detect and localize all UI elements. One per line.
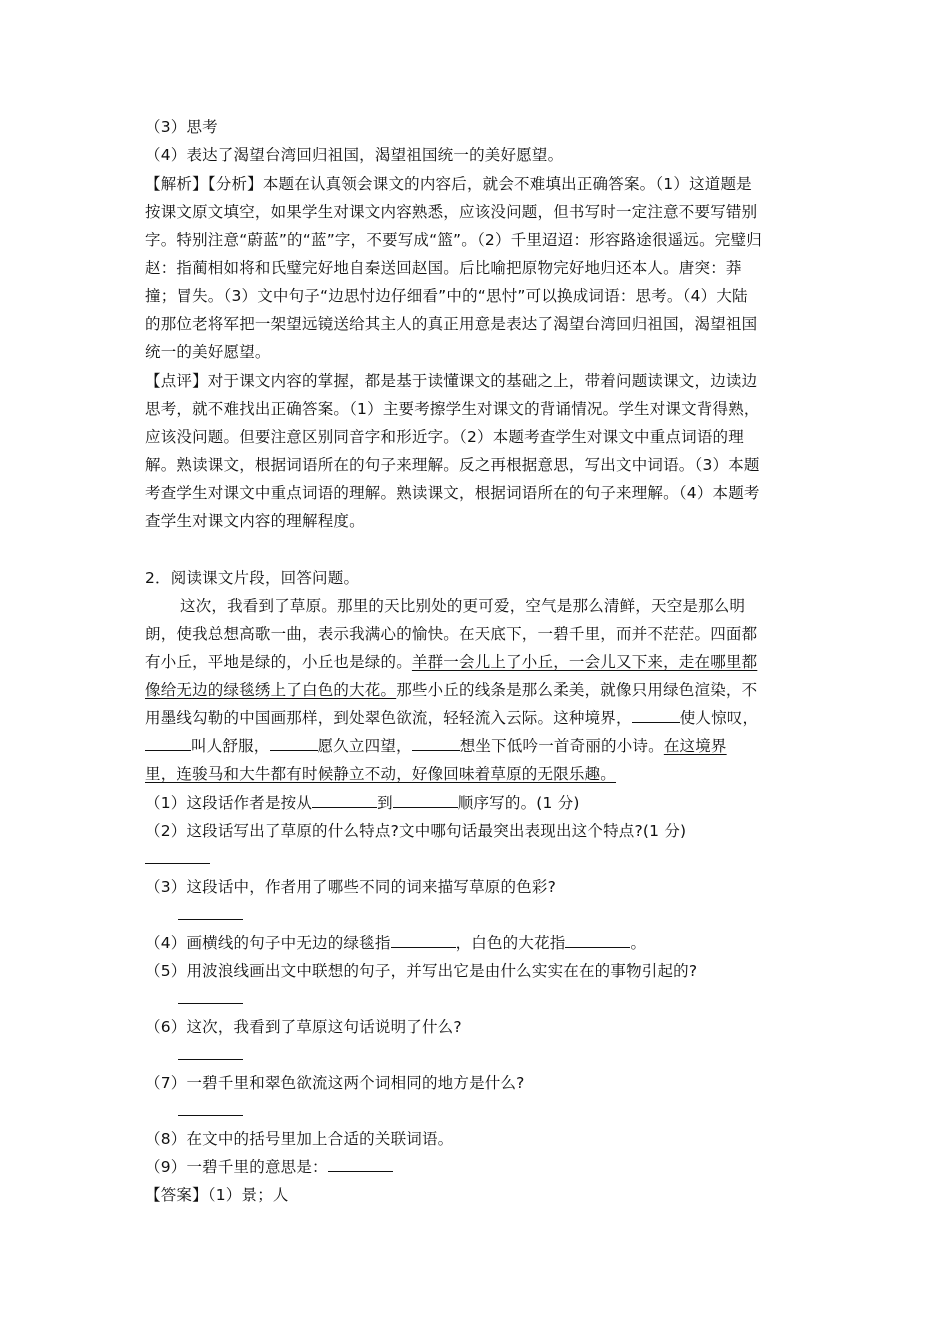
analysis-line: 按课文原文填空，如果学生对课文内容熟悉，应该没问题，但书写时一定注意不要写错别 (145, 203, 758, 221)
answer-line (178, 1045, 243, 1065)
question-text: 到 (377, 794, 393, 812)
passage-line: 这次，我看到了草原。那里的天比别处的更可爱，空气是那么清鲜，天空是那么明 (180, 597, 746, 615)
question-5: （5）用波浪线画出文中联想的句子，并写出它是由什么实实在在的事物引起的? (145, 962, 698, 980)
passage-text: 使人惊叹， (679, 709, 759, 727)
comment-line: 应该没问题。但要注意区别同音字和形近字。（2）本题考查学生对课文中重点词语的理 (145, 428, 744, 446)
answer-3-line: （3）思考 (145, 118, 218, 136)
analysis-line: 赵：指蔺相如将和氏璧完好地自秦送回赵国。后比喻把原物完好地归还本人。唐突：莽 (145, 259, 742, 277)
answer-blank[interactable] (145, 849, 210, 864)
passage-line: 朗，使我总想高歌一曲，表示我满心的愉快。在天底下，一碧千里，而并不茫茫。四面都 (145, 625, 758, 643)
fill-blank[interactable] (412, 736, 460, 751)
question-2: （2）这段话写出了草原的什么特点?文中哪句话最突出表现出这个特点?(1 分) (145, 822, 687, 840)
comment-line: 思考，就不难找出正确答案。（1）主要考擦学生对课文的背诵情况。学生对课文背得熟， (145, 400, 760, 418)
answer-blank[interactable] (178, 1101, 243, 1116)
answer-blank[interactable] (391, 933, 456, 948)
answer-blank[interactable] (178, 1045, 243, 1060)
question-text: （4）画横线的句子中无边的绿毯指 (145, 934, 391, 952)
answer-line (178, 989, 243, 1009)
answer-blank[interactable] (312, 793, 377, 808)
question-text: （9）一碧千里的意思是： (145, 1158, 328, 1176)
answer-line (178, 905, 243, 925)
question-1 (145, 793, 580, 813)
question-7: （7）一碧千里和翠色欲流这两个词相同的地方是什么? (145, 1074, 525, 1092)
analysis-line: 【解析】【分析】本题在认真领会课文的内容后，就会不难填出正确答案。（1）这道题是 (145, 175, 752, 193)
underlined-sentence: 羊群一会儿上了小丘，一会儿又下来，走在哪里都 (411, 653, 758, 671)
question-6: （6）这次，我看到了草原这句话说明了什么? (145, 1018, 462, 1036)
question-8: （8）在文中的括号里加上合适的关联词语。 (145, 1130, 454, 1148)
passage-text: 有小丘，平地是绿的，小丘也是绿的。 (145, 653, 412, 671)
underlined-sentence: 像给无边的绿毯绣上了白色的大花。 (145, 681, 397, 699)
answer-blank[interactable] (565, 933, 630, 948)
answer-4-line: （4）表达了渴望台湾回归祖国，渴望祖国统一的美好愿望。 (145, 146, 564, 164)
analysis-line: 撞；冒失。（3）文中句子“边思忖边仔细看”中的“思忖”可以换成词语：思考。（4）大陆 (145, 287, 748, 305)
comment-line: 查学生对课文内容的理解程度。 (145, 512, 365, 530)
question-text: （1）这段话作者是按从 (145, 794, 313, 812)
passage-text: 那些小丘的线条是那么柔美，就像只用绿色渲染，不 (396, 681, 758, 699)
analysis-line: 统一的美好愿望。 (145, 343, 271, 361)
question-text: 顺序写的。(1 分) (457, 794, 580, 812)
fill-blank[interactable] (270, 736, 318, 751)
answer-line (145, 849, 210, 869)
question-text: ，白色的大花指 (455, 934, 566, 952)
answer-label: 【答案】（1）景；人 (145, 1186, 289, 1204)
question-text: 。 (630, 934, 647, 952)
answer-blank[interactable] (328, 1157, 393, 1172)
underlined-sentence: 里，连骏马和大牛都有时候静立不动，好像回味着草原的无限乐趣。 (145, 765, 617, 783)
comment-line: 【点评】对于课文内容的掌握，都是基于读懂课文的基础之上，带着问题读课文，边读边 (145, 372, 758, 390)
answer-blank[interactable] (178, 905, 243, 920)
question-2-title: 2．阅读课文片段，回答问题。 (145, 569, 360, 587)
answer-blank[interactable] (178, 989, 243, 1004)
underlined-sentence: 在这境界 (663, 737, 727, 755)
passage-text: 想坐下低吟一首奇丽的小诗。 (459, 737, 664, 755)
answer-blank[interactable] (393, 793, 458, 808)
question-4 (145, 933, 646, 953)
passage-text: 愿久立四望， (317, 737, 412, 755)
answer-line (178, 1101, 243, 1121)
passage-text: 用墨线勾勒的中国画那样，到处翠色欲流，轻轻流入云际。这种境界， (145, 709, 632, 727)
question-3: （3）这段话中，作者用了哪些不同的词来描写草原的色彩? (145, 878, 556, 896)
fill-blank[interactable] (632, 708, 680, 723)
comment-line: 考查学生对课文中重点词语的理解。熟读课文，根据词语所在的句子来理解。（4）本题考 (145, 484, 760, 502)
passage-line (145, 736, 727, 756)
passage-line (145, 652, 757, 672)
passage-line (145, 680, 757, 700)
passage-text: 叫人舒服， (191, 737, 270, 755)
passage-line (145, 708, 758, 728)
analysis-line: 的那位老将军把一架望远镜送给其主人的真正用意是表达了渴望台湾回归祖国，渴望祖国 (145, 315, 758, 333)
analysis-line: 字。特别注意“蔚蓝”的“蓝”字，不要写成“篮”。（2）千里迢迢：形容路途很遥远。完璧归 (145, 231, 762, 249)
fill-blank[interactable] (145, 736, 191, 751)
comment-line: 解。熟读课文，根据词语所在的句子来理解。反之再根据意思，写出文中词语。（3）本题 (145, 456, 760, 474)
question-9 (145, 1157, 393, 1177)
